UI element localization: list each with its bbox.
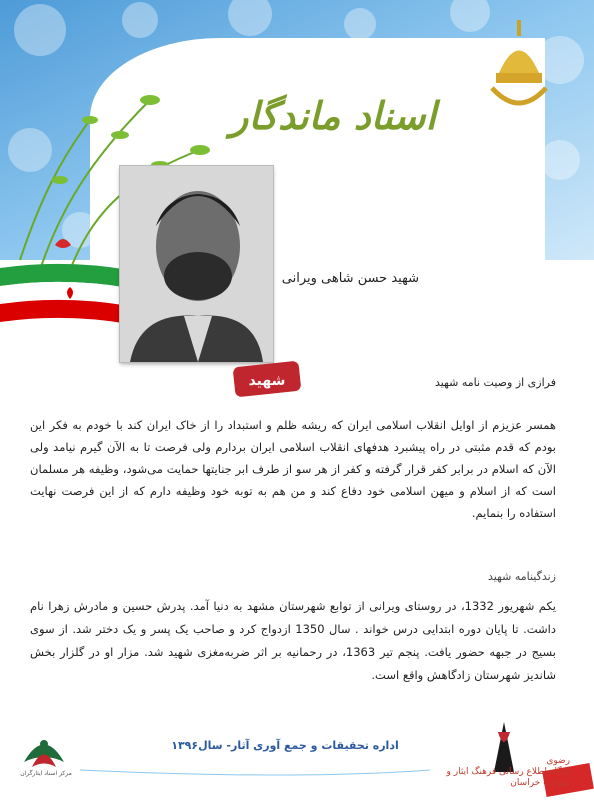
footer-text: اداره تحقیقات و جمع آوری آثار- سال۱۳۹۶	[171, 739, 399, 752]
biography-heading: زندگینامه شهید	[487, 570, 556, 583]
martyr-photo	[120, 166, 273, 362]
will-text: همسر عزیزم از اوایل انقلاب اسلامی ایران که ریشه ظلم و استبداد را از خاک ایران کند با خودم به فکر این بودم که قدم مثبتی در راه پیشبرد هدفهای انقلاب اسلامی ایران بردارم ولی فرصت تا به الآن گیرم نیامد ولی الآن که اسلام در برابر کفر قرار گرفته و کفر از هر سو از طرف ابر جنایتها حمایت می‌شود، وظیفه هر مسلمان است که از اسلام و میهن اسلامی خود دفاع کند و من هم به توبه خود وظیفه دارم که از این فرصت نهایت استفاده را بنمایم.	[30, 418, 556, 520]
will-heading: فرازی از وصیت نامه شهید	[434, 376, 556, 389]
archive-center-caption: مرکز اسناد ایثارگران	[20, 770, 72, 777]
news-portal-caption	[420, 756, 570, 789]
martyr-name: شهید حسن شاهی ویرانی	[281, 271, 419, 286]
biography-text: یکم شهریور 1332، در روستای ویرانی از توابع شهرستان مشهد به دنیا آمد. پدرش حسین و مادرش زهرا نام داشت. تا پایان دوره ابتدایی درس خواند . سال 1350 ازدواج کرد و صاحب یک پسر و یک دختر شد. از سوی بسیج در جبهه حضور یافت. پنجم تیر 1363، در رحمانیه بر اثر ضربه‌مغزی شهید شد. مزار او در گلزار بخش شاندیز شهرستان زادگاهش واقع است.	[30, 599, 557, 682]
news-portal-caption-bottom: پایگاه اطلاع رسانی فرهنگ ایثار و شهادت خراسان	[446, 767, 570, 788]
iran-flag	[0, 262, 140, 332]
martyr-badge-label: شهید	[248, 373, 286, 389]
archive-center-logo	[14, 722, 74, 792]
shrine-dome-icon	[484, 18, 554, 118]
news-portal-caption-top: رضوی	[546, 756, 570, 766]
martyr-badge	[232, 360, 302, 398]
page-title: اسناد ماندگار	[230, 94, 437, 138]
